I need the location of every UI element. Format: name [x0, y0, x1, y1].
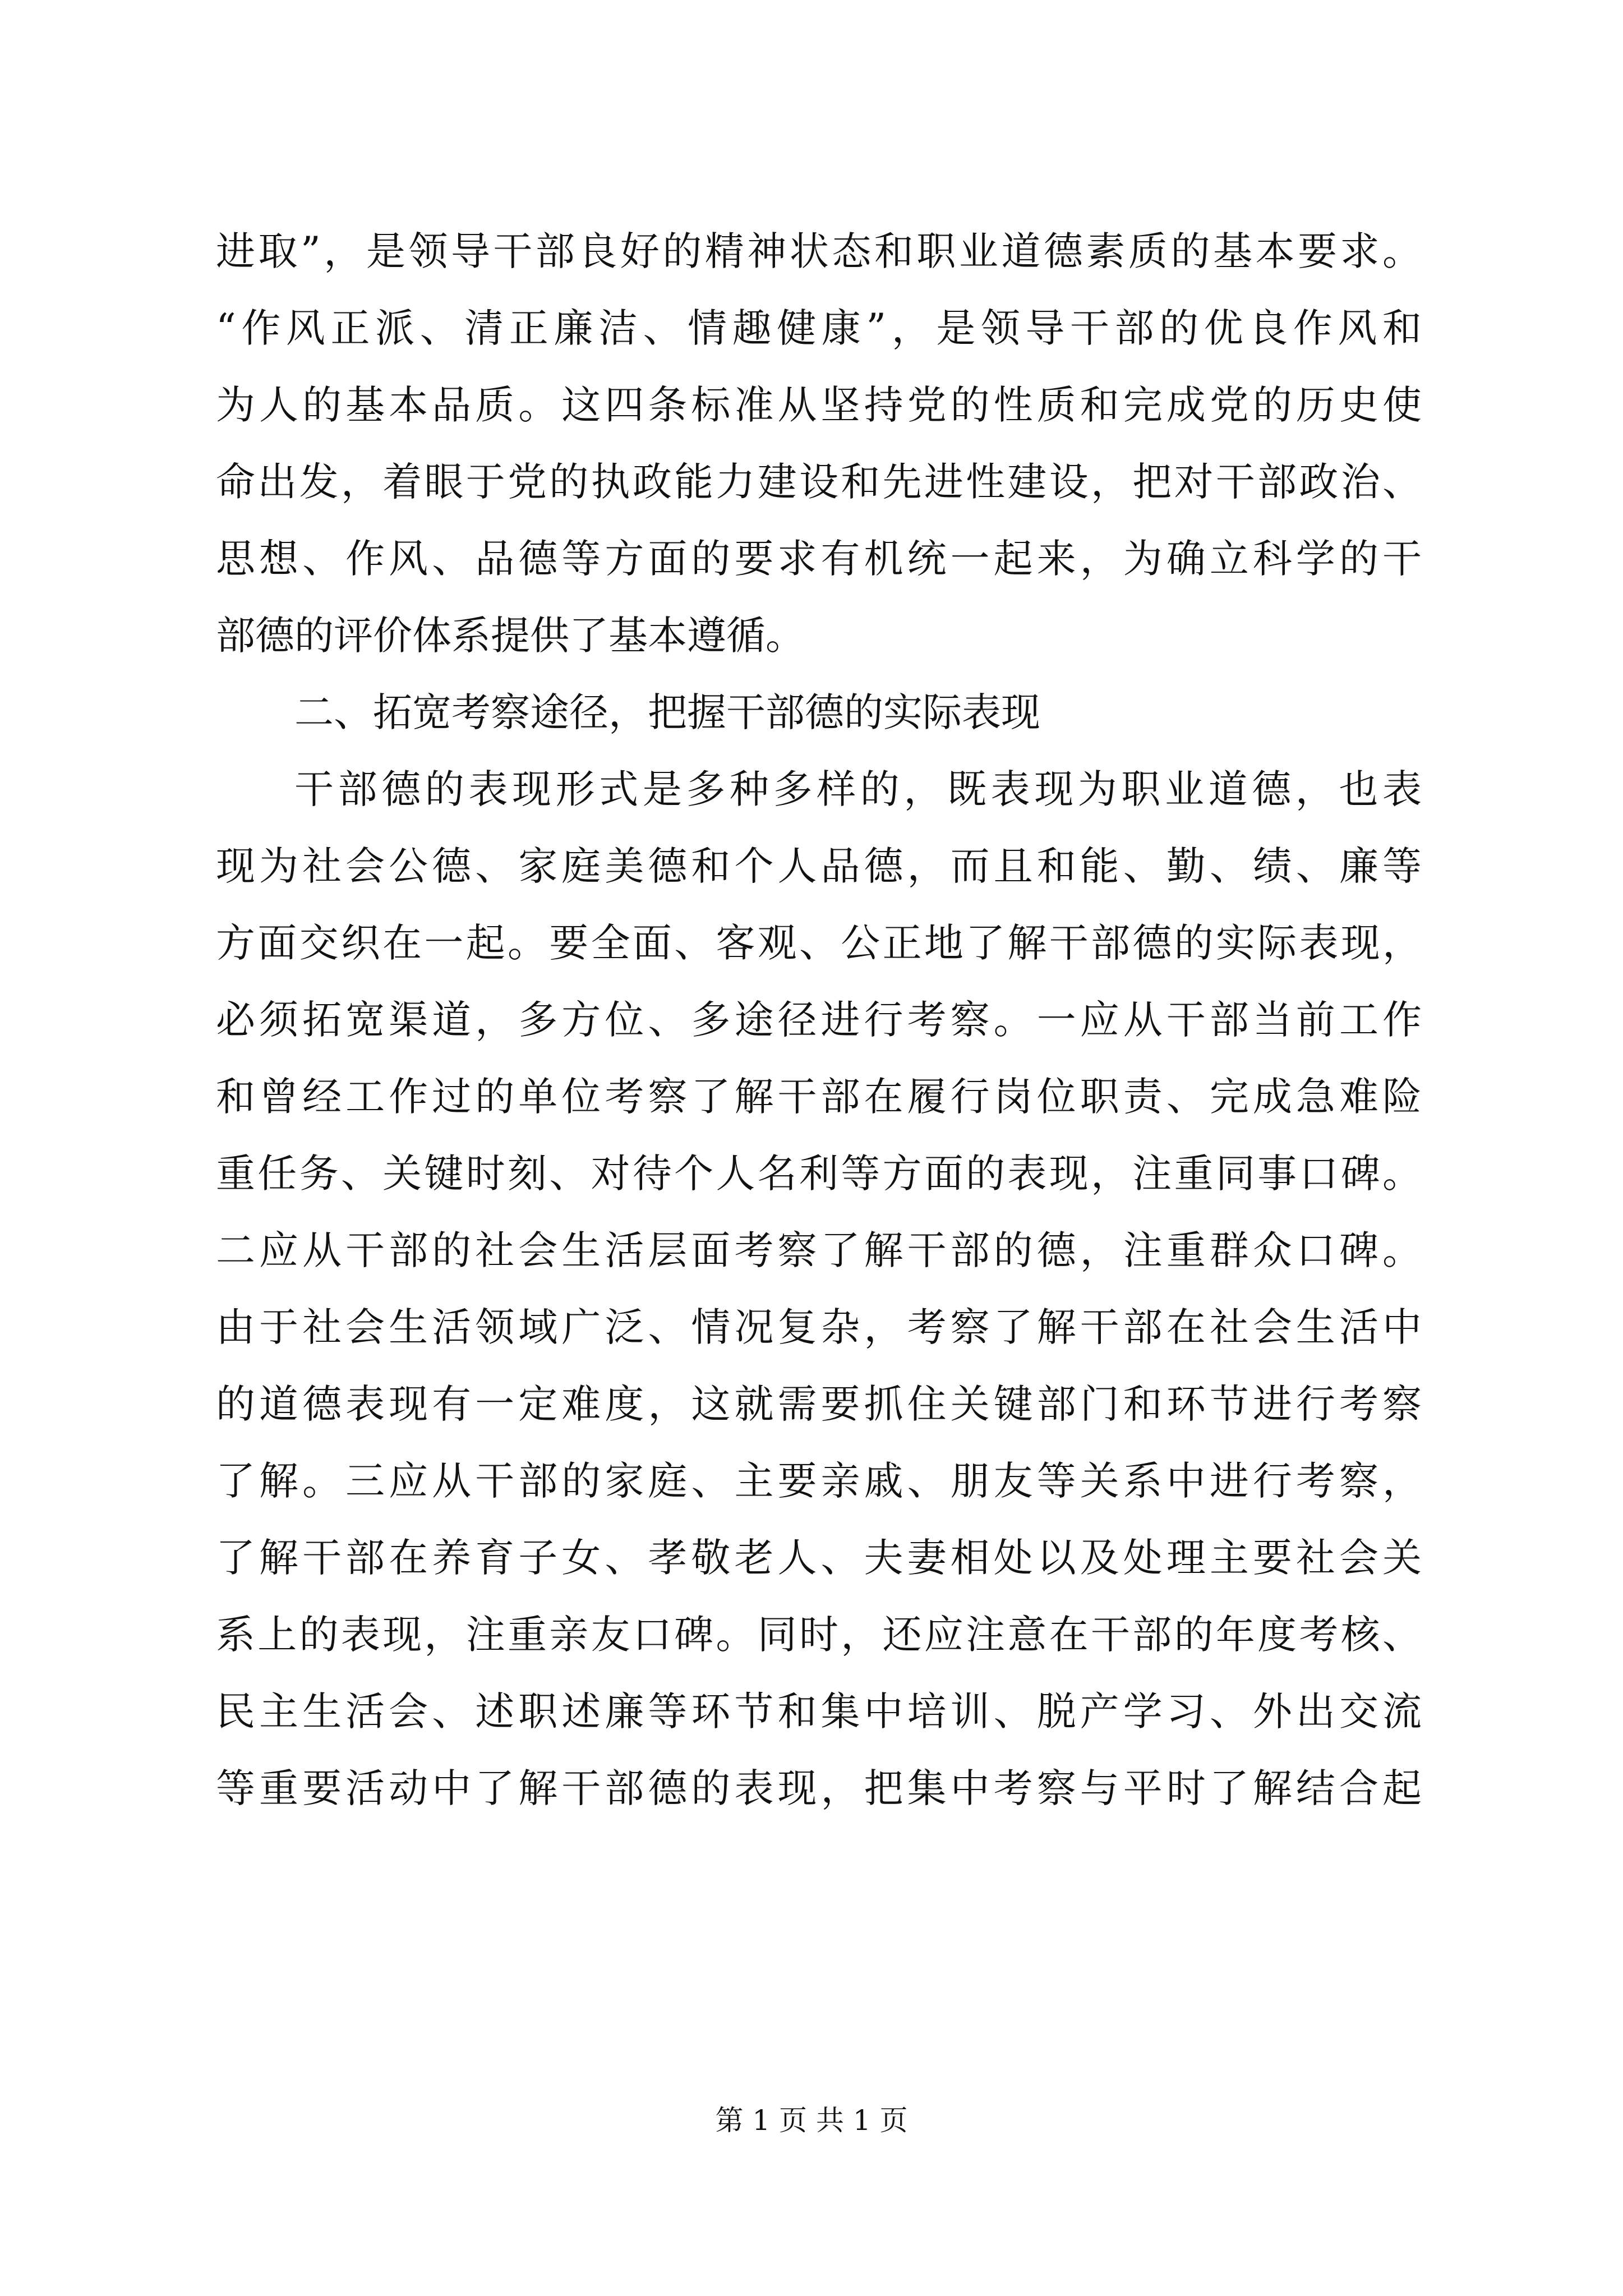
- text-line: 系上的表现，注重亲友口碑。同时，还应注意在干部的年度考核、: [216, 1612, 1422, 1658]
- text-line: 部德的评价体系提供了基本遵循。: [216, 613, 805, 659]
- text-line: 干部德的表现形式是多种多样的，既表现为职业道德，也表: [294, 766, 1422, 812]
- text-line: 和曾经工作过的单位考察了解干部在履行岗位职责、完成急难险: [216, 1074, 1422, 1120]
- document-body: [216, 213, 1422, 1827]
- text-line: 了解干部在养育子女、孝敬老人、夫妻相处以及处理主要社会关: [216, 1535, 1422, 1581]
- text-line: 由于社会生活领域广泛、情况复杂，考察了解干部在社会生活中: [216, 1304, 1422, 1350]
- page-footer: [0, 2101, 1623, 2140]
- text-line: 二应从干部的社会生活层面考察了解干部的德，注重群众口碑。: [216, 1227, 1422, 1273]
- section-heading: 二、拓宽考察途径，把握干部德的实际表现: [294, 689, 1040, 735]
- text-line: 重任务、关键时刻、对待个人名利等方面的表现，注重同事口碑。: [216, 1151, 1422, 1197]
- text-line: 思想、作风、品德等方面的要求有机统一起来，为确立科学的干: [216, 536, 1422, 582]
- text-line: 命出发，着眼于党的执政能力建设和先进性建设，把对干部政治、: [216, 459, 1422, 505]
- page-number-label: 第 1 页 共 1 页: [715, 2104, 908, 2137]
- text-line: 现为社会公德、家庭美德和个人品德，而且和能、勤、绩、廉等: [216, 843, 1422, 889]
- text-line: 了解。三应从干部的家庭、主要亲戚、朋友等关系中进行考察，: [216, 1458, 1422, 1504]
- text-line: “作风正派、清正廉洁、情趣健康”，是领导干部的优良作风和: [216, 305, 1422, 351]
- text-line: 必须拓宽渠道，多方位、多途径进行考察。一应从干部当前工作: [216, 997, 1422, 1043]
- text-line: 等重要活动中了解干部德的表现，把集中考察与平时了解结合起: [216, 1765, 1422, 1811]
- text-line: 进取”，是领导干部良好的精神状态和职业道德素质的基本要求。: [216, 228, 1422, 274]
- text-line: 的道德表现有一定难度，这就需要抓住关键部门和环节进行考察: [216, 1381, 1422, 1427]
- text-line: 民主生活会、述职述廉等环节和集中培训、脱产学习、外出交流: [216, 1688, 1422, 1734]
- text-line: 方面交织在一起。要全面、客观、公正地了解干部德的实际表现，: [216, 920, 1422, 966]
- text-line: 为人的基本品质。这四条标准从坚持党的性质和完成党的历史使: [216, 382, 1422, 428]
